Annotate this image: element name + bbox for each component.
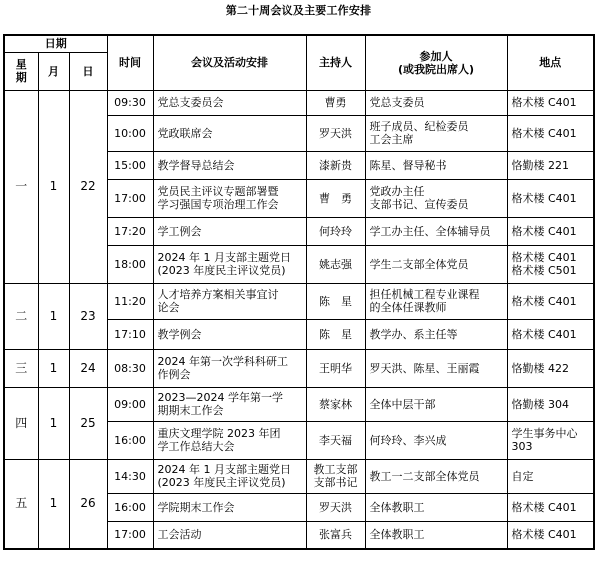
location-cell: 学生事务中心 303 <box>507 421 594 459</box>
host-cell: 何玲玲 <box>306 217 365 245</box>
host-cell: 罗天洪 <box>306 493 365 521</box>
weekday-cell: 四 <box>4 387 38 459</box>
time-cell: 16:00 <box>107 493 153 521</box>
location-cell: 格术楼 C401 <box>507 521 594 549</box>
host-cell: 张富兵 <box>306 521 365 549</box>
page-title: 第二十周会议及主要工作安排 <box>225 4 372 17</box>
host-cell: 漆新贵 <box>306 151 365 179</box>
host-cell: 曹勇 <box>306 90 365 115</box>
attendees-cell: 担任机械工程专业课程 的全体任课教师 <box>365 283 507 319</box>
location-cell: 格术楼 C401 <box>507 319 594 349</box>
time-cell: 11:20 <box>107 283 153 319</box>
host-cell: 教工支部 支部书记 <box>306 459 365 493</box>
header-day: 日 <box>69 52 107 90</box>
host-cell: 蔡家林 <box>306 387 365 421</box>
agenda-cell: 工会活动 <box>153 521 306 549</box>
location-cell: 恪勤楼 221 <box>507 151 594 179</box>
time-cell: 09:00 <box>107 387 153 421</box>
weekday-cell: 一 <box>4 90 38 283</box>
time-cell: 17:00 <box>107 521 153 549</box>
month-cell: 1 <box>38 90 69 283</box>
header-host: 主持人 <box>306 35 365 90</box>
month-cell: 1 <box>38 459 69 549</box>
header-attendees <box>365 35 507 90</box>
location-cell: 格术楼 C401 <box>507 90 594 115</box>
host-cell: 罗天洪 <box>306 115 365 151</box>
time-cell: 15:00 <box>107 151 153 179</box>
header-location: 地点 <box>507 35 594 90</box>
attendees-cell: 教学办、系主任等 <box>365 319 507 349</box>
agenda-cell: 2024 年 1 月支部主题党日 (2023 年度民主评议党员) <box>153 459 306 493</box>
location-cell: 格术楼 C401 <box>507 179 594 217</box>
table-row <box>4 459 594 493</box>
header-agenda: 会议及活动安排 <box>153 35 306 90</box>
attendees-cell: 陈星、督导秘书 <box>365 151 507 179</box>
host-cell: 姚志强 <box>306 245 365 283</box>
month-cell: 1 <box>38 387 69 459</box>
time-cell: 09:30 <box>107 90 153 115</box>
weekday-cell: 二 <box>4 283 38 349</box>
agenda-cell: 2024 年 1 月支部主题党日 (2023 年度民主评议党员) <box>153 245 306 283</box>
day-cell: 23 <box>69 283 107 349</box>
location-cell: 格术楼 C401 <box>507 493 594 521</box>
attendees-cell: 全体教职工 <box>365 521 507 549</box>
attendees-cell: 全体中层干部 <box>365 387 507 421</box>
time-cell: 14:30 <box>107 459 153 493</box>
host-cell: 曹 勇 <box>306 179 365 217</box>
attendees-cell: 党政办主任 支部书记、宣传委员 <box>365 179 507 217</box>
location-cell: 格术楼 C401 格术楼 C501 <box>507 245 594 283</box>
time-cell: 17:10 <box>107 319 153 349</box>
agenda-cell: 学工例会 <box>153 217 306 245</box>
table-row <box>4 387 594 421</box>
agenda-cell: 人才培养方案相关事宜讨 论会 <box>153 283 306 319</box>
day-cell: 25 <box>69 387 107 459</box>
host-cell: 陈 星 <box>306 319 365 349</box>
header-row-1 <box>4 35 594 52</box>
header-attendees-line2: (或我院出席人) <box>397 62 475 76</box>
attendees-cell: 教工一二支部全体党员 <box>365 459 507 493</box>
agenda-cell: 2024 年第一次学科科研工 作例会 <box>153 349 306 387</box>
table-row <box>4 349 594 387</box>
location-cell: 格术楼 C401 <box>507 115 594 151</box>
header-date: 日期 <box>4 35 107 52</box>
location-cell: 恪勤楼 304 <box>507 387 594 421</box>
attendees-cell: 学工办主任、全体辅导员 <box>365 217 507 245</box>
header-attendees-line1: 参加人 <box>419 49 453 63</box>
header-time: 时间 <box>107 35 153 90</box>
host-cell: 陈 星 <box>306 283 365 319</box>
host-cell: 王明华 <box>306 349 365 387</box>
agenda-cell: 重庆文理学院 2023 年团 学工作总结大会 <box>153 421 306 459</box>
agenda-cell: 学院期末工作会 <box>153 493 306 521</box>
time-cell: 17:00 <box>107 179 153 217</box>
day-cell: 22 <box>69 90 107 283</box>
time-cell: 17:20 <box>107 217 153 245</box>
day-cell: 26 <box>69 459 107 549</box>
table-row <box>4 283 594 319</box>
weekday-cell: 三 <box>4 349 38 387</box>
attendees-cell: 党总支委员 <box>365 90 507 115</box>
agenda-cell: 党总支委员会 <box>153 90 306 115</box>
attendees-cell: 何玲玲、李兴成 <box>365 421 507 459</box>
location-cell: 恪勤楼 422 <box>507 349 594 387</box>
agenda-cell: 2023—2024 学年第一学 期期末工作会 <box>153 387 306 421</box>
location-cell: 格术楼 C401 <box>507 283 594 319</box>
attendees-cell: 罗天洪、陈星、王丽霞 <box>365 349 507 387</box>
location-cell: 自定 <box>507 459 594 493</box>
month-cell: 1 <box>38 283 69 349</box>
header-weekday: 星期 <box>4 52 38 90</box>
agenda-cell: 党员民主评议专题部署暨 学习强国专项治理工作会 <box>153 179 306 217</box>
attendees-cell: 全体教职工 <box>365 493 507 521</box>
time-cell: 08:30 <box>107 349 153 387</box>
weekday-cell: 五 <box>4 459 38 549</box>
header-month: 月 <box>38 52 69 90</box>
time-cell: 10:00 <box>107 115 153 151</box>
schedule-table <box>3 34 595 550</box>
host-cell: 李天福 <box>306 421 365 459</box>
day-cell: 24 <box>69 349 107 387</box>
agenda-cell: 党政联席会 <box>153 115 306 151</box>
table-row <box>4 90 594 115</box>
time-cell: 18:00 <box>107 245 153 283</box>
time-cell: 16:00 <box>107 421 153 459</box>
attendees-cell: 班子成员、纪检委员 工会主席 <box>365 115 507 151</box>
month-cell: 1 <box>38 349 69 387</box>
agenda-cell: 教学督导总结会 <box>153 151 306 179</box>
location-cell: 格术楼 C401 <box>507 217 594 245</box>
agenda-cell: 教学例会 <box>153 319 306 349</box>
schedule-body <box>4 90 594 549</box>
attendees-cell: 学生二支部全体党员 <box>365 245 507 283</box>
